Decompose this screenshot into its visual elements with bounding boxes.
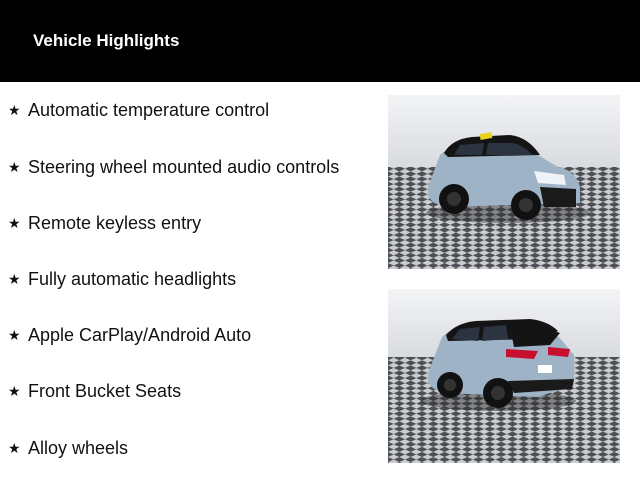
feature-item [8, 211, 201, 235]
star-icon: ★ [8, 102, 21, 118]
star-icon: ★ [8, 440, 21, 456]
feature-label: Steering wheel mounted audio controls [28, 156, 340, 177]
feature-item [8, 379, 181, 403]
vehicle-photo-front[interactable] [388, 95, 620, 269]
feature-label: Apple CarPlay/Android Auto [28, 324, 252, 345]
feature-label: Front Bucket Seats [28, 380, 182, 401]
feature-label: Alloy wheels [28, 437, 129, 458]
page-title: Vehicle Highlights [33, 31, 180, 50]
feature-item [8, 436, 128, 460]
feature-label: Fully automatic headlights [28, 268, 237, 289]
star-icon: ★ [8, 159, 21, 175]
feature-label: Automatic temperature control [28, 99, 270, 120]
feature-label: Remote keyless entry [28, 212, 202, 233]
feature-item [8, 323, 251, 347]
vehicle-photo-rear[interactable] [388, 289, 620, 463]
star-icon: ★ [8, 383, 21, 399]
star-icon: ★ [8, 215, 21, 231]
star-icon: ★ [8, 271, 21, 287]
feature-item [8, 267, 236, 291]
feature-item [8, 98, 269, 122]
feature-item [8, 155, 339, 179]
star-icon: ★ [8, 327, 21, 343]
